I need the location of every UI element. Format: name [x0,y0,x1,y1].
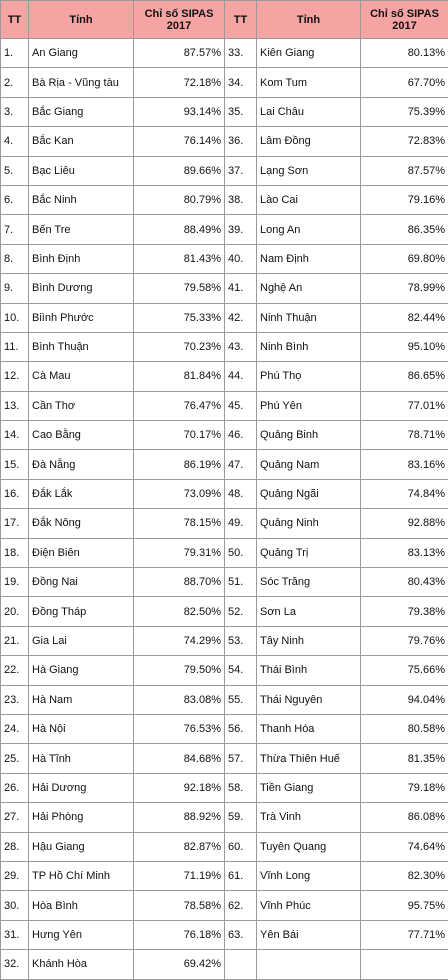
table-row [1,332,448,361]
province-name-cell: Thanh Hóa [257,714,361,743]
rank-cell: 44. [225,362,257,391]
province-name-cell: Quảng Ninh [257,509,361,538]
rank-cell: 46. [225,421,257,450]
rank-cell: 7. [1,215,29,244]
table-row [1,97,448,126]
rank-cell: 19. [1,568,29,597]
sipas-value-cell: 70.17% [134,421,225,450]
rank-cell: 58. [225,773,257,802]
province-name-cell: Đắk Lắk [29,479,134,508]
rank-cell: 13. [1,391,29,420]
rank-cell [225,950,257,979]
table-row [1,274,448,303]
sipas-value-cell: 74.84% [361,479,448,508]
province-name-cell: Hà Tĩnh [29,744,134,773]
sipas-value-cell: 67.70% [361,68,448,97]
sipas-value-cell: 79.16% [361,185,448,214]
province-name-cell: Lào Cai [257,185,361,214]
sipas-value-cell: 79.38% [361,597,448,626]
rank-cell: 11. [1,332,29,361]
province-name-cell: Đắk Nông [29,509,134,538]
province-name-cell: Thái Nguyên [257,685,361,714]
sipas-value-cell: 80.43% [361,568,448,597]
province-name-cell: Kom Tum [257,68,361,97]
table-row [1,509,448,538]
sipas-value-cell: 81.35% [361,744,448,773]
sipas-value-cell: 77.71% [361,920,448,949]
province-name-cell: Hậu Giang [29,832,134,861]
rank-cell: 1. [1,39,29,68]
rank-cell: 35. [225,97,257,126]
table-row [1,479,448,508]
sipas-value-cell: 72.83% [361,127,448,156]
rank-cell: 50. [225,538,257,567]
province-name-cell: Vĩnh Long [257,861,361,890]
province-name-cell: Phú Thọ [257,362,361,391]
sipas-value-cell: 93.14% [134,97,225,126]
table-row [1,568,448,597]
sipas-value-cell: 76.14% [134,127,225,156]
province-name-cell: Đà Nẵng [29,450,134,479]
sipas-value-cell: 92.18% [134,773,225,802]
province-name-cell: Tiền Giang [257,773,361,802]
header-index-left [134,1,225,39]
province-name-cell: Sơn La [257,597,361,626]
province-name-cell: Nam Định [257,244,361,273]
rank-cell: 60. [225,832,257,861]
sipas-value-cell: 77.01% [361,391,448,420]
province-name-cell: Yên Bái [257,920,361,949]
rank-cell: 29. [1,861,29,890]
province-name-cell: Nghệ An [257,274,361,303]
table-row [1,920,448,949]
rank-cell: 6. [1,185,29,214]
sipas-value-cell: 95.10% [361,332,448,361]
rank-cell: 22. [1,656,29,685]
sipas-value-cell: 75.39% [361,97,448,126]
province-name-cell: Phú Yên [257,391,361,420]
rank-cell: 31. [1,920,29,949]
rank-cell: 33. [225,39,257,68]
province-name-cell: Hòa Bình [29,891,134,920]
rank-cell: 20. [1,597,29,626]
rank-cell: 25. [1,744,29,773]
rank-cell: 55. [225,685,257,714]
sipas-value-cell: 86.19% [134,450,225,479]
sipas-value-cell: 86.35% [361,215,448,244]
sipas-value-cell: 82.50% [134,597,225,626]
rank-cell: 8. [1,244,29,273]
rank-cell: 38. [225,185,257,214]
table-row [1,127,448,156]
province-name-cell: Biình Phước [29,303,134,332]
province-name-cell: Hà Nội [29,714,134,743]
province-name-cell: Quảng Nam [257,450,361,479]
rank-cell: 9. [1,274,29,303]
sipas-value-cell: 80.13% [361,39,448,68]
province-name-cell: An Giang [29,39,134,68]
table-row [1,685,448,714]
rank-cell: 2. [1,68,29,97]
rank-cell: 45. [225,391,257,420]
table-row [1,538,448,567]
province-name-cell: Bắc Giang [29,97,134,126]
sipas-value-cell: 81.43% [134,244,225,273]
table-body [1,39,448,980]
sipas-value-cell: 82.87% [134,832,225,861]
province-name-cell: Quảng Ngãi [257,479,361,508]
header-index-title: Chỉ số SIPAS [370,8,439,20]
table-header [1,1,448,39]
province-name-cell: Trà Vinh [257,803,361,832]
rank-cell: 27. [1,803,29,832]
rank-cell: 10. [1,303,29,332]
rank-cell: 39. [225,215,257,244]
province-name-cell: Thừa Thiên Huế [257,744,361,773]
sipas-value-cell: 78.71% [361,421,448,450]
rank-cell: 37. [225,156,257,185]
table-row [1,656,448,685]
rank-cell: 40. [225,244,257,273]
province-name-cell: Thái Bình [257,656,361,685]
table-row [1,362,448,391]
rank-cell: 34. [225,68,257,97]
rank-cell: 54. [225,656,257,685]
sipas-value-cell: 83.13% [361,538,448,567]
province-name-cell: Lạng Sơn [257,156,361,185]
rank-cell: 14. [1,421,29,450]
sipas-value-cell: 69.80% [361,244,448,273]
rank-cell: 36. [225,127,257,156]
province-name-cell: Lai Châu [257,97,361,126]
province-name-cell: Bình Dương [29,274,134,303]
sipas-value-cell: 69.42% [134,950,225,979]
rank-cell: 16. [1,479,29,508]
rank-cell: 56. [225,714,257,743]
rank-cell: 53. [225,626,257,655]
sipas-value-cell: 74.29% [134,626,225,655]
province-name-cell: Ninh Thuận [257,303,361,332]
header-tt-left: TT [1,1,29,39]
rank-cell: 32. [1,950,29,979]
rank-cell: 28. [1,832,29,861]
sipas-value-cell: 80.58% [361,714,448,743]
rank-cell: 12. [1,362,29,391]
rank-cell: 62. [225,891,257,920]
header-row [1,1,448,39]
province-name-cell: Long An [257,215,361,244]
sipas-value-cell: 95.75% [361,891,448,920]
province-name-cell: Quảng Trị [257,538,361,567]
table-row [1,450,448,479]
province-name-cell: Đồng Nai [29,568,134,597]
table-row [1,744,448,773]
sipas-value-cell: 79.18% [361,773,448,802]
sipas-value-cell: 80.79% [134,185,225,214]
sipas-value-cell: 78.15% [134,509,225,538]
province-name-cell: Vĩnh Phúc [257,891,361,920]
sipas-value-cell: 87.57% [361,156,448,185]
sipas-value-cell: 73.09% [134,479,225,508]
sipas-value-cell: 76.53% [134,714,225,743]
province-name-cell: Tuyên Quang [257,832,361,861]
sipas-value-cell: 74.64% [361,832,448,861]
table-row [1,68,448,97]
rank-cell: 30. [1,891,29,920]
rank-cell: 57. [225,744,257,773]
table-row [1,185,448,214]
table-row [1,803,448,832]
table-row [1,950,448,979]
sipas-value-cell: 82.30% [361,861,448,890]
sipas-value-cell: 79.58% [134,274,225,303]
table-row [1,773,448,802]
province-name-cell: Quảng Binh [257,421,361,450]
province-name-cell: Cà Mau [29,362,134,391]
province-name-cell: Bạc Liêu [29,156,134,185]
sipas-value-cell: 79.50% [134,656,225,685]
sipas-value-cell: 79.76% [361,626,448,655]
rank-cell: 4. [1,127,29,156]
province-name-cell: Bà Rịa - Vũng tàu [29,68,134,97]
sipas-value-cell: 75.33% [134,303,225,332]
province-name-cell [257,950,361,979]
rank-cell: 63. [225,920,257,949]
rank-cell: 42. [225,303,257,332]
sipas-value-cell: 83.08% [134,685,225,714]
province-name-cell: Điện Biên [29,538,134,567]
sipas-value-cell: 86.65% [361,362,448,391]
sipas-value-cell: 92.88% [361,509,448,538]
sipas-value-cell: 88.49% [134,215,225,244]
province-name-cell: Lâm Đồng [257,127,361,156]
province-name-cell: Bắc Ninh [29,185,134,214]
table-row [1,861,448,890]
province-name-cell: Hải Dương [29,773,134,802]
province-name-cell: Bắc Kan [29,127,134,156]
sipas-value-cell: 86.08% [361,803,448,832]
header-index-title: Chỉ số SIPAS [145,8,214,20]
sipas-value-cell [361,950,448,979]
sipas-value-cell: 76.18% [134,920,225,949]
sipas-value-cell: 89.66% [134,156,225,185]
rank-cell: 49. [225,509,257,538]
sipas-value-cell: 81.84% [134,362,225,391]
table-row [1,156,448,185]
rank-cell: 26. [1,773,29,802]
table-row [1,832,448,861]
header-tt-right: TT [225,1,257,39]
table-row [1,39,448,68]
table-row [1,626,448,655]
rank-cell: 52. [225,597,257,626]
rank-cell: 18. [1,538,29,567]
table-row [1,391,448,420]
sipas-value-cell: 83.16% [361,450,448,479]
table-row [1,303,448,332]
province-name-cell: Kiên Giang [257,39,361,68]
rank-cell: 48. [225,479,257,508]
rank-cell: 43. [225,332,257,361]
table-row [1,597,448,626]
province-name-cell: Cần Thơ [29,391,134,420]
rank-cell: 3. [1,97,29,126]
rank-cell: 24. [1,714,29,743]
header-index-right [361,1,448,39]
rank-cell: 47. [225,450,257,479]
sipas-value-cell: 70.23% [134,332,225,361]
sipas-value-cell: 78.99% [361,274,448,303]
rank-cell: 61. [225,861,257,890]
rank-cell: 21. [1,626,29,655]
table-row [1,714,448,743]
table-row [1,421,448,450]
sipas-value-cell: 82.44% [361,303,448,332]
header-province-left: Tỉnh [29,1,134,39]
rank-cell: 17. [1,509,29,538]
province-name-cell: Bình Định [29,244,134,273]
rank-cell: 59. [225,803,257,832]
rank-cell: 5. [1,156,29,185]
sipas-value-cell: 87.57% [134,39,225,68]
province-name-cell: Cao Bằng [29,421,134,450]
table-row [1,244,448,273]
rank-cell: 41. [225,274,257,303]
province-name-cell: Sóc Trăng [257,568,361,597]
header-index-year: 2017 [392,20,416,32]
rank-cell: 51. [225,568,257,597]
sipas-value-cell: 88.92% [134,803,225,832]
province-name-cell: Bến Tre [29,215,134,244]
table-row [1,891,448,920]
province-name-cell: Khánh Hòa [29,950,134,979]
sipas-value-cell: 79.31% [134,538,225,567]
table-row [1,215,448,244]
rank-cell: 23. [1,685,29,714]
sipas-value-cell: 88.70% [134,568,225,597]
province-name-cell: TP Hồ Chí Minh [29,861,134,890]
rank-cell: 15. [1,450,29,479]
province-name-cell: Ninh Bình [257,332,361,361]
sipas-value-cell: 94.04% [361,685,448,714]
sipas-value-cell: 78.58% [134,891,225,920]
header-province-right: Tỉnh [257,1,361,39]
province-name-cell: Hà Nam [29,685,134,714]
province-name-cell: Bình Thuận [29,332,134,361]
province-name-cell: Gia Lai [29,626,134,655]
sipas-value-cell: 72.18% [134,68,225,97]
province-name-cell: Đồng Tháp [29,597,134,626]
sipas-value-cell: 84.68% [134,744,225,773]
province-name-cell: Hưng Yên [29,920,134,949]
sipas-value-cell: 75.66% [361,656,448,685]
header-index-year: 2017 [167,20,191,32]
sipas-value-cell: 76.47% [134,391,225,420]
province-name-cell: Tây Ninh [257,626,361,655]
province-name-cell: Hải Phòng [29,803,134,832]
province-name-cell: Hà Giang [29,656,134,685]
sipas-value-cell: 71.19% [134,861,225,890]
